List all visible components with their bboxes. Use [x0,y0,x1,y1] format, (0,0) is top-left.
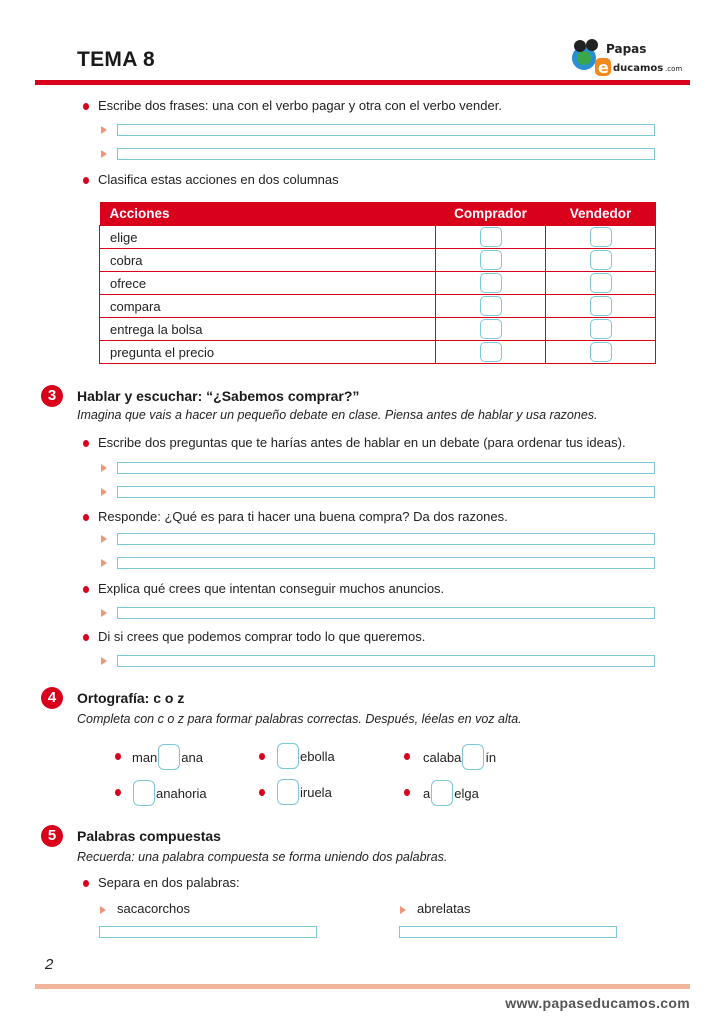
vendedor-checkbox[interactable] [590,296,612,316]
arrow-icon [100,906,106,914]
instruction-text: Escribe dos frases: una con el verbo pagar y otra con el verbo vender. [98,98,502,113]
section-number-badge: 4 [41,687,63,709]
arrow-icon [101,464,107,472]
instruction-text: Responde: ¿Qué es para ti hacer una buena compra? Da dos razones. [98,509,508,524]
compound-word: sacacorchos [117,901,190,916]
bullet-icon [259,789,265,796]
section-subtitle: Recuerda: una palabra compuesta se forma uniendo dos palabras. [77,850,448,864]
svg-text:Papas: Papas [606,42,647,56]
arrow-icon [400,906,406,914]
papaseducamos-logo [570,36,695,78]
page-number: 2 [45,956,54,973]
vendedor-checkbox[interactable] [590,319,612,339]
bullet-icon [83,586,89,593]
answer-field[interactable] [117,607,655,619]
bullet-icon [83,177,89,184]
bullet-icon [83,880,89,887]
header-divider [35,80,690,85]
bullet-icon [83,103,89,110]
instruction-text: Explica qué crees que intentan conseguir muchos anuncios. [98,581,445,596]
word-prefix: calaba [423,749,462,765]
comprador-checkbox[interactable] [480,273,502,293]
arrow-icon [101,126,107,134]
vendedor-checkbox[interactable] [590,250,612,270]
column-header: Vendedor [546,202,656,226]
answer-field[interactable] [117,557,655,569]
arrow-icon [101,488,107,496]
word-exercise [423,744,496,770]
word-exercise [276,779,332,805]
svg-text:ducamos: ducamos [613,63,664,74]
footer-url[interactable]: www.papaseducamos.com [505,995,690,1011]
word-suffix: ín [485,749,497,765]
word-exercise [132,780,207,806]
compound-word: abrelatas [417,901,471,916]
classification-table [99,202,656,364]
vendedor-checkbox[interactable] [590,227,612,247]
letter-box[interactable] [431,780,453,806]
table-row [100,272,656,295]
bullet-icon [83,440,89,447]
bullet-icon [259,753,265,760]
arrow-icon [101,535,107,543]
table-row [100,295,656,318]
section-subtitle: Imagina que vais a hacer un pequeño debate en clase. Piensa antes de hablar y usa razones. [77,408,598,422]
section-number-badge: 3 [41,385,63,407]
word-suffix: ana [181,749,203,765]
bullet-icon [404,753,410,760]
arrow-icon [101,609,107,617]
action-cell: compara [100,295,436,318]
section-title: Hablar y escuchar: “¿Sabemos comprar?” [77,388,360,404]
section-number-badge: 5 [41,825,63,847]
bullet-icon [404,789,410,796]
page-title: TEMA 8 [77,48,156,71]
arrow-icon [101,559,107,567]
column-header: Acciones [100,202,436,226]
section-title: Palabras compuestas [77,828,221,844]
action-cell: cobra [100,249,436,272]
answer-field[interactable] [399,926,617,938]
comprador-checkbox[interactable] [480,296,502,316]
word-exercise [132,744,203,770]
bullet-icon [115,789,121,796]
instruction-text: Di si crees que podemos comprar todo lo que queremos. [98,629,426,644]
word-suffix: ebolla [300,748,335,764]
table-row [100,318,656,341]
word-suffix: anahoria [156,785,207,801]
word-exercise [423,780,479,806]
answer-field[interactable] [117,655,655,667]
action-cell: pregunta el precio [100,341,436,364]
section-subtitle: Completa con c o z para formar palabras correctas. Después, léelas en voz alta. [77,712,522,726]
arrow-icon [101,150,107,158]
table-row [100,226,656,249]
section-title: Ortografía: c o z [77,690,185,706]
instruction-text: Separa en dos palabras: [98,875,240,890]
comprador-checkbox[interactable] [480,250,502,270]
comprador-checkbox[interactable] [480,342,502,362]
word-prefix: man [132,749,158,765]
comprador-checkbox[interactable] [480,227,502,247]
comprador-checkbox[interactable] [480,319,502,339]
vendedor-checkbox[interactable] [590,342,612,362]
letter-box[interactable] [133,780,155,806]
answer-field[interactable] [117,462,655,474]
table-row [100,341,656,364]
instruction-text: Escribe dos preguntas que te harías antes de hablar en un debate (para ordenar tus ideas). [98,435,626,450]
answer-field[interactable] [117,533,655,545]
action-cell: entrega la bolsa [100,318,436,341]
word-suffix: elga [454,785,479,801]
bullet-icon [83,634,89,641]
action-cell: elige [100,226,436,249]
letter-box[interactable] [277,779,299,805]
svg-text:.com: .com [665,65,683,73]
letter-box[interactable] [158,744,180,770]
answer-field[interactable] [99,926,317,938]
answer-field[interactable] [117,124,655,136]
word-exercise [276,743,335,769]
word-prefix: a [423,785,431,801]
footer-divider [35,984,690,989]
action-cell: ofrece [100,272,436,295]
column-header: Comprador [436,202,546,226]
bullet-icon [115,753,121,760]
answer-field[interactable] [117,148,655,160]
arrow-icon [101,657,107,665]
letter-box[interactable] [462,744,484,770]
svg-text:e: e [598,58,609,77]
bullet-icon [83,514,89,521]
vendedor-checkbox[interactable] [590,273,612,293]
table-row [100,249,656,272]
answer-field[interactable] [117,486,655,498]
letter-box[interactable] [277,743,299,769]
word-suffix: iruela [300,784,332,800]
instruction-text: Clasifica estas acciones en dos columnas [98,172,339,187]
